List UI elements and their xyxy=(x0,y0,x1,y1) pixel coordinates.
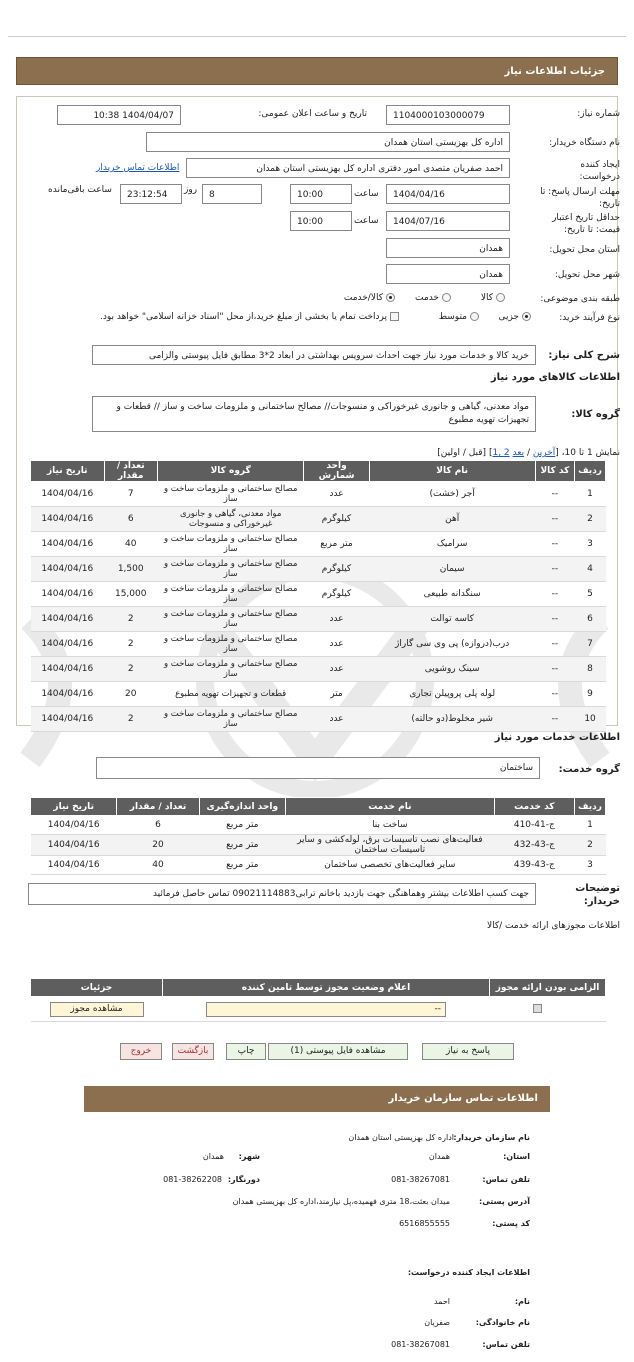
contact-org-label: نام سازمان خریدار: xyxy=(453,1133,530,1142)
permits-title: اطلاعات مجوزهای ارائه خدمت /کالا xyxy=(486,921,620,931)
services-cell: متر مربع xyxy=(199,835,285,856)
notes-label: توضیحات خریدار: xyxy=(575,883,620,907)
goods-col-header: گروه کالا xyxy=(157,461,303,482)
days-field: 8 xyxy=(202,184,262,204)
goods-cell: عدد xyxy=(304,482,369,507)
contact-address-label: آدرس پستی: xyxy=(479,1197,530,1206)
process-option-minor[interactable]: جزیی xyxy=(498,312,534,322)
services-cell: 2 xyxy=(574,835,605,856)
services-cell: 1 xyxy=(574,816,605,835)
pagination-pages[interactable]: 2 ,1 xyxy=(492,448,510,458)
goods-cell: 2 xyxy=(104,707,157,732)
goods-cell: عدد xyxy=(304,632,369,657)
goods-table-row[interactable] xyxy=(31,607,606,632)
goods-table-row[interactable] xyxy=(31,507,606,532)
goods-cell: 9 xyxy=(575,682,606,707)
goods-cell: کیلوگرم xyxy=(304,557,369,582)
goods-cell: 15,000 xyxy=(104,582,157,607)
goods-cell: -- xyxy=(535,682,574,707)
goods-cell: -- xyxy=(535,707,574,732)
top-divider xyxy=(8,36,626,37)
contact-postal: 6516855555 xyxy=(399,1219,450,1228)
goods-col-header: واحد شمارش xyxy=(304,461,369,482)
goods-cell: کیلوگرم xyxy=(304,507,369,532)
goods-cell: 4 xyxy=(575,557,606,582)
services-col-header: نام خدمت xyxy=(285,798,494,816)
goods-cell: 2 xyxy=(104,632,157,657)
radio-icon[interactable] xyxy=(496,293,505,302)
goods-cell: 7 xyxy=(575,632,606,657)
goods-table-row[interactable] xyxy=(31,482,606,507)
contact-phone-label: تلفن تماس: xyxy=(482,1175,530,1184)
goods-cell: 1404/04/16 xyxy=(31,682,105,707)
radio-selected-icon[interactable] xyxy=(522,312,531,321)
pagination-prev: [قبل / اولین] xyxy=(437,448,487,458)
goods-cell: 1404/04/16 xyxy=(31,607,105,632)
price-time-field: 10:00 xyxy=(290,211,352,231)
summary-field: خرید کالا و خدمات مورد نیاز جهت احداث سرویس بهداشتی در ابعاد 2*3 مطابق فایل پیوستی والزامی xyxy=(92,345,536,365)
goods-table-row[interactable] xyxy=(31,582,606,607)
contact-address: میدان بعثت،18 متری فهمیده،پل نیازمند،اداره کل بهزیستی همدان xyxy=(232,1197,450,1206)
services-cell: 1404/04/16 xyxy=(31,835,117,856)
goods-cell: کاسه توالت xyxy=(369,607,535,632)
goods-cell: متر xyxy=(304,682,369,707)
goods-cell: سیمان xyxy=(369,557,535,582)
view-permit-button[interactable]: مشاهده مجوز xyxy=(50,1002,144,1017)
goods-cell: آهن xyxy=(369,507,535,532)
pagination-last[interactable]: آخرین xyxy=(532,448,556,458)
goods-cell: -- xyxy=(535,657,574,682)
goods-cell: 8 xyxy=(575,657,606,682)
services-section-title: اطلاعات خدمات مورد نیاز xyxy=(494,732,620,743)
pagination-next[interactable]: بعد xyxy=(512,448,525,458)
price-deadline-label: حداقل تاریخ اعتبار قیمت: تا تاریخ: xyxy=(552,213,620,235)
goods-table xyxy=(30,460,606,732)
radio-icon[interactable] xyxy=(470,312,479,321)
services-col-header: تعداد / مقدار xyxy=(117,798,199,816)
contact-postal-label: کد پستی: xyxy=(492,1219,530,1228)
goods-cell: 2 xyxy=(104,607,157,632)
goods-cell: 1404/04/16 xyxy=(31,507,105,532)
goods-cell: مصالح ساختمانی و ملزومات ساخت و ساز xyxy=(157,707,303,732)
services-cell: ج-43-432 xyxy=(494,835,574,856)
goods-col-header: نام کالا xyxy=(369,461,535,482)
goods-table-row[interactable] xyxy=(31,657,606,682)
services-group-field: ساختمان xyxy=(96,757,540,779)
days-label: روز xyxy=(184,185,198,195)
services-cell: سایر فعالیت‌های تخصصی ساختمان xyxy=(285,856,494,875)
goods-cell: عدد xyxy=(304,657,369,682)
goods-cell: سینک روشویی xyxy=(369,657,535,682)
goods-cell: 1404/04/16 xyxy=(31,707,105,732)
services-cell: 6 xyxy=(117,816,199,835)
category-option-both[interactable]: کالا/خدمت xyxy=(344,293,398,303)
permit-required-checkbox-icon xyxy=(533,1004,542,1013)
goods-cell: مصالح ساختمانی و ملزومات ساخت و ساز xyxy=(157,482,303,507)
goods-table-row[interactable] xyxy=(31,532,606,557)
goods-cell: -- xyxy=(535,532,574,557)
creator-phone: 081-38267081 xyxy=(391,1340,450,1349)
goods-cell: 1404/04/16 xyxy=(31,657,105,682)
goods-cell: متر مربع xyxy=(304,532,369,557)
reply-deadline-label: مهلت ارسال پاسخ: تا تاریخ: xyxy=(540,187,620,209)
goods-table-row[interactable] xyxy=(31,682,606,707)
contact-province-label: استان: xyxy=(503,1152,530,1161)
creator-first-name: احمد xyxy=(434,1297,450,1306)
goods-cell: 1,500 xyxy=(104,557,157,582)
category-option-service[interactable]: خدمت xyxy=(415,293,454,303)
category-label: طبقه بندی موضوعی: xyxy=(540,294,620,304)
services-cell: ج-41-410 xyxy=(494,816,574,835)
city-label: شهر محل تحویل: xyxy=(554,270,620,280)
goods-table-row[interactable] xyxy=(31,557,606,582)
goods-cell: مصالح ساختمانی و ملزومات ساخت و ساز xyxy=(157,557,303,582)
back-button[interactable]: بازگشت xyxy=(172,1043,214,1060)
remaining-time-field: 23:12:54 xyxy=(120,184,182,204)
services-col-header: ردیف xyxy=(574,798,605,816)
goods-section-title: اطلاعات کالاهای مورد نیاز xyxy=(490,372,620,383)
goods-cell: -- xyxy=(535,582,574,607)
contact-phone: 081-38267081 xyxy=(391,1175,450,1184)
permits-table xyxy=(30,978,606,1022)
goods-cell: -- xyxy=(535,557,574,582)
services-cell: فعالیت‌های نصب تاسیسات برق، لوله‌کشی و سایر تاسیسات ساختمان xyxy=(285,835,494,856)
goods-cell: 40 xyxy=(104,532,157,557)
remaining-label: ساعت باقی‌مانده xyxy=(48,185,112,195)
goods-table-row[interactable] xyxy=(31,707,606,732)
category-option-goods[interactable]: کالا xyxy=(481,293,508,303)
page-header: جزئیات اطلاعات نیاز xyxy=(16,57,618,85)
goods-cell: سرامیک xyxy=(369,532,535,557)
goods-cell: 1404/04/16 xyxy=(31,557,105,582)
services-table-row[interactable] xyxy=(31,856,606,875)
goods-cell: 2 xyxy=(575,507,606,532)
buyer-contact-link[interactable]: اطلاعات تماس خریدار xyxy=(96,163,180,173)
services-cell: متر مربع xyxy=(199,816,285,835)
attachments-button[interactable]: مشاهده فایل پیوستی (1) xyxy=(268,1043,408,1060)
services-cell: ساخت بنا xyxy=(285,816,494,835)
radio-selected-icon[interactable] xyxy=(386,293,395,302)
goods-cell: شیر مخلوط(دو حالته) xyxy=(369,707,535,732)
contact-city-label: شهر: xyxy=(238,1152,260,1161)
services-cell: 20 xyxy=(117,835,199,856)
goods-cell: -- xyxy=(535,507,574,532)
summary-label: شرح کلی نیاز: xyxy=(548,350,620,361)
services-group-label: گروه خدمت: xyxy=(558,764,620,775)
creator-field: احمد صفریان متصدی امور دفتری اداره کل بهزیستی استان همدان xyxy=(186,158,510,178)
goods-cell: عدد xyxy=(304,707,369,732)
announce-label: تاریخ و ساعت اعلان عمومی: xyxy=(258,109,367,119)
creator-last-name: صفریان xyxy=(424,1318,450,1327)
permit-status-field: -- xyxy=(206,1002,446,1017)
notes-field: جهت کسب اطلاعات بیشتر وهماهنگی جهت بازدید باخانم ترابی09021114883 تماس حاصل فرمائید xyxy=(28,883,536,905)
creator-first-name-label: نام: xyxy=(514,1297,530,1306)
creator-info-title: اطلاعات ایجاد کننده درخواست: xyxy=(407,1268,530,1277)
services-table xyxy=(30,797,606,875)
services-col-header: واحد اندازه‌گیری xyxy=(199,798,285,816)
contact-city: همدان xyxy=(202,1152,224,1161)
goods-cell: 1404/04/16 xyxy=(31,582,105,607)
goods-cell: آجر (خشت) xyxy=(369,482,535,507)
permits-col-status: اعلام وضعیت مجوز توسط تامین کننده xyxy=(163,979,490,997)
goods-cell: 20 xyxy=(104,682,157,707)
services-col-header: کد خدمت xyxy=(494,798,574,816)
goods-cell: مصالح ساختمانی و ملزومات ساخت و ساز xyxy=(157,532,303,557)
city-field: همدان xyxy=(386,264,510,284)
goods-cell: 2 xyxy=(104,657,157,682)
services-cell: 1404/04/16 xyxy=(31,816,117,835)
goods-col-header: تعداد / مقدار xyxy=(104,461,157,482)
goods-cell: درب(دروازه) پی وی سی گاراژ xyxy=(369,632,535,657)
services-cell: 3 xyxy=(574,856,605,875)
goods-cell: مصالح ساختمانی و ملزومات ساخت و ساز xyxy=(157,582,303,607)
permits-col-details: جزئیات xyxy=(31,979,163,997)
contact-fax: 081-38262208 xyxy=(163,1175,222,1184)
exit-button[interactable]: خروج xyxy=(120,1043,162,1060)
creator-phone-label: تلفن تماس: xyxy=(482,1340,530,1349)
buyer-org-label: نام دستگاه خریدار: xyxy=(549,138,620,148)
goods-cell: 1404/04/16 xyxy=(31,482,105,507)
permits-col-required: الزامی بودن ارائه مجوز xyxy=(490,979,606,997)
goods-cell: مصالح ساختمانی و ملزومات ساخت و ساز xyxy=(157,632,303,657)
pagination: نمایش 1 تا 10، [آخرین / بعد 2 ,1] [قبل / اولین] xyxy=(437,448,620,458)
goods-cell: 5 xyxy=(575,582,606,607)
reply-time-field: 10:00 xyxy=(290,184,352,204)
goods-cell: عدد xyxy=(304,607,369,632)
reply-button[interactable]: پاسخ به نیاز xyxy=(422,1043,514,1060)
services-cell: متر مربع xyxy=(199,856,285,875)
treasury-checkbox-row[interactable]: پرداخت تمام یا بخشی از مبلغ خرید،از محل "اسناد خزانه اسلامی" خواهد بود. xyxy=(100,312,402,322)
goods-cell: کیلوگرم xyxy=(304,582,369,607)
goods-cell: 7 xyxy=(104,482,157,507)
goods-cell: 1404/04/16 xyxy=(31,632,105,657)
contact-fax-label: دورنگار: xyxy=(227,1175,260,1184)
goods-cell: 6 xyxy=(104,507,157,532)
services-col-header: تاریخ نیاز xyxy=(31,798,117,816)
radio-icon[interactable] xyxy=(442,293,451,302)
goods-cell: 1 xyxy=(575,482,606,507)
services-cell: 1404/04/16 xyxy=(31,856,117,875)
goods-cell: قطعات و تجهیزات تهویه مطبوع xyxy=(157,682,303,707)
goods-table-row[interactable] xyxy=(31,632,606,657)
goods-col-header: کد کالا xyxy=(535,461,574,482)
services-table-row[interactable] xyxy=(31,835,606,856)
process-label: نوع فرآیند خرید: xyxy=(559,313,620,323)
price-date-field: 1404/07/16 xyxy=(386,211,510,231)
services-cell: ج-43-439 xyxy=(494,856,574,875)
province-label: استان محل تحویل: xyxy=(549,245,620,255)
reply-time-label: ساعت xyxy=(354,189,379,199)
goods-cell: -- xyxy=(535,607,574,632)
reply-date-field: 1404/04/16 xyxy=(386,184,510,204)
goods-cell: سنگدانه طبیعی xyxy=(369,582,535,607)
need-number-field: 1104000103000079 xyxy=(386,105,510,125)
services-cell: 40 xyxy=(117,856,199,875)
pagination-showing: نمایش 1 تا 10، xyxy=(561,448,620,458)
creator-last-name-label: نام خانوادگی: xyxy=(475,1318,530,1327)
goods-cell: مصالح ساختمانی و ملزومات ساخت و ساز xyxy=(157,607,303,632)
goods-cell: 10 xyxy=(575,707,606,732)
contact-section-header: اطلاعات تماس سازمان خریدار xyxy=(84,1086,550,1112)
goods-cell: لوله پلی پروپیلن تجاری xyxy=(369,682,535,707)
checkbox-icon[interactable] xyxy=(390,312,399,321)
goods-cell: -- xyxy=(535,482,574,507)
goods-cell: -- xyxy=(535,632,574,657)
contact-province: همدان xyxy=(428,1152,450,1161)
province-field: همدان xyxy=(386,238,510,258)
goods-cell: مصالح ساختمانی و ملزومات ساخت و ساز xyxy=(157,657,303,682)
need-number-label: شماره نیاز: xyxy=(577,109,620,119)
contact-org: اداره کل بهزیستی استان همدان xyxy=(348,1133,454,1142)
print-button[interactable]: چاپ xyxy=(226,1043,266,1060)
goods-group-label: گروه کالا: xyxy=(571,409,620,420)
creator-label: ایجاد کننده درخواست: xyxy=(579,160,620,182)
goods-cell: 6 xyxy=(575,607,606,632)
goods-cell: 3 xyxy=(575,532,606,557)
buyer-org-field: اداره کل بهزیستی استان همدان xyxy=(146,132,510,152)
process-option-medium[interactable]: متوسط xyxy=(439,312,482,322)
price-time-label: ساعت xyxy=(354,216,379,226)
announce-field: 1404/04/07 10:38 xyxy=(57,105,181,125)
goods-cell: مواد معدنی، گیاهی و جانوری غیرخوراکی و منسوجات xyxy=(157,507,303,532)
services-table-row[interactable] xyxy=(31,816,606,835)
goods-group-field: مواد معدنی، گیاهی و جانوری غیرخوراکی و منسوجات// مصالح ساختمانی و ملزومات ساخت و ساز // قطعات و تجهیزات تهویه مطبوع xyxy=(92,396,536,432)
goods-col-header: ردیف xyxy=(575,461,606,482)
goods-cell: 1404/04/16 xyxy=(31,532,105,557)
goods-col-header: تاریخ نیاز xyxy=(31,461,105,482)
